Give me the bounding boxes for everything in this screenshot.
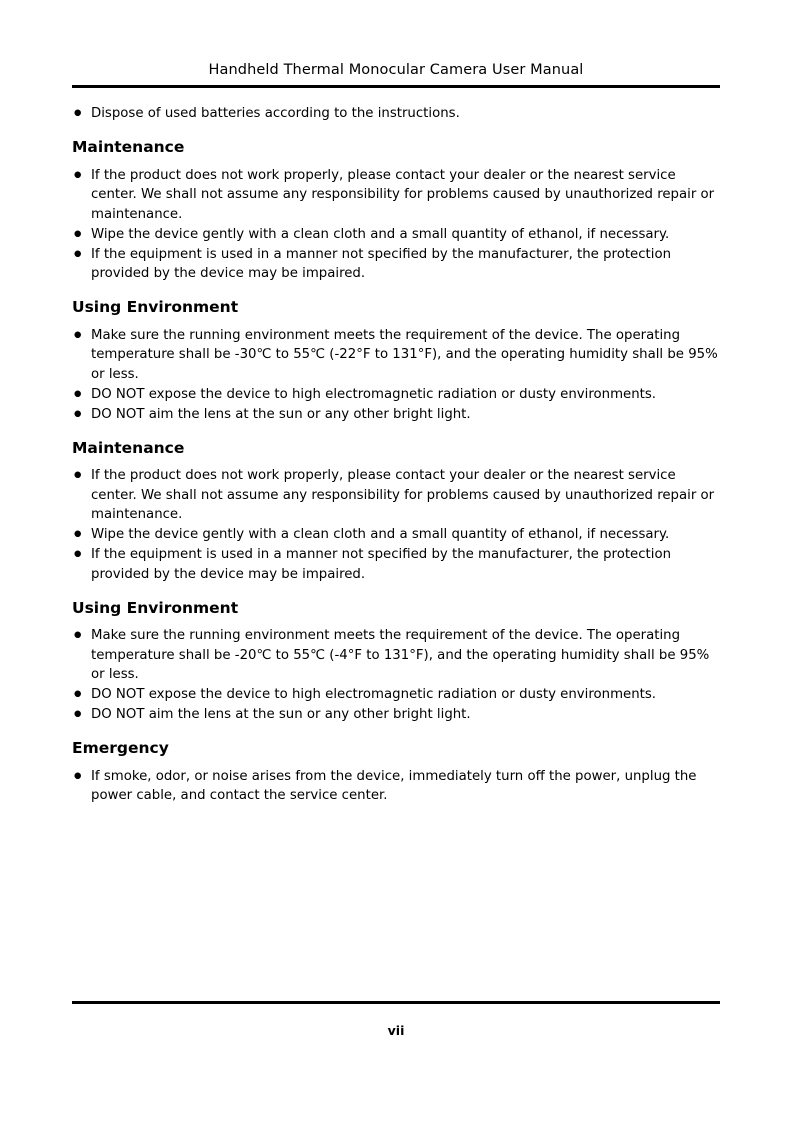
list-item: ● DO NOT expose the device to high electromagnetic radiation or dusty environments. (72, 385, 722, 405)
list-item: ● If the equipment is used in a manner not specified by the manufacturer, the protection provided by the device may be impaired. (72, 245, 722, 284)
header-divider (72, 85, 720, 88)
spacer (72, 157, 722, 166)
page-number: vii (387, 1023, 405, 1038)
list-item: ● Wipe the device gently with a clean cloth and a small quantity of ethanol, if necessary. (72, 525, 722, 545)
footer-divider (72, 1001, 720, 1004)
spacer (72, 585, 722, 599)
spacer (72, 457, 722, 466)
document-content (72, 104, 722, 806)
list-item: ● Make sure the running environment meets the requirement of the device. The operating temperature shall be -20℃ to 55℃ (-4°F to 131°F), and the operating humidity shall be 95% or less. (72, 626, 722, 685)
page-header-title: Handheld Thermal Monocular Camera User Manual (208, 62, 584, 78)
bullet-list (72, 466, 722, 584)
bullet-list (72, 767, 722, 806)
spacer (72, 317, 722, 326)
spacer (72, 617, 722, 626)
spacer (72, 725, 722, 739)
bullet-list (72, 626, 722, 725)
spacer (72, 425, 722, 439)
section-heading-emergency: Emergency (72, 739, 169, 758)
list-item: ● If the product does not work properly, please contact your dealer or the nearest service center. We shall not assume any responsibility for problems caused by unauthorized repair or maintenance. (72, 166, 722, 225)
section-heading-maintenance-1: Maintenance (72, 138, 185, 156)
list-item: ● If smoke, odor, or noise arises from the device, immediately turn off the power, unplug the power cable, and contact the service center. (72, 767, 722, 806)
list-item: ● If the product does not work properly, please contact your dealer or the nearest service center. We shall not assume any responsibility for problems caused by unauthorized repair or maintenance. (72, 466, 722, 525)
list-item: ● DO NOT aim the lens at the sun or any other bright light. (72, 705, 722, 725)
bullet-list (72, 104, 722, 124)
section-heading-maintenance-2: Maintenance (72, 438, 185, 457)
list-item: ● Make sure the running environment meets the requirement of the device. The operating temperature shall be -30℃ to 55℃ (-22°F to 131°F), and the operating humidity shall be 95% or less. (72, 326, 722, 385)
bullet-list (72, 326, 722, 425)
list-item: ● DO NOT expose the device to high electromagnetic radiation or dusty environments. (72, 685, 722, 705)
list-item: ● Dispose of used batteries according to the instructions. (72, 104, 722, 124)
spacer (72, 284, 722, 298)
list-item: ● If the equipment is used in a manner not specified by the manufacturer, the protection provided by the device may be impaired. (72, 545, 722, 584)
spacer (72, 124, 722, 138)
section-heading-using-environment-2: Using Environment (72, 598, 239, 617)
list-item: ● DO NOT aim the lens at the sun or any other bright light. (72, 405, 722, 425)
spacer (72, 758, 722, 767)
section-heading-using-environment-1: Using Environment (72, 298, 239, 317)
bullet-list (72, 166, 722, 284)
list-item: ● Wipe the device gently with a clean cloth and a small quantity of ethanol, if necessary. (72, 225, 722, 245)
